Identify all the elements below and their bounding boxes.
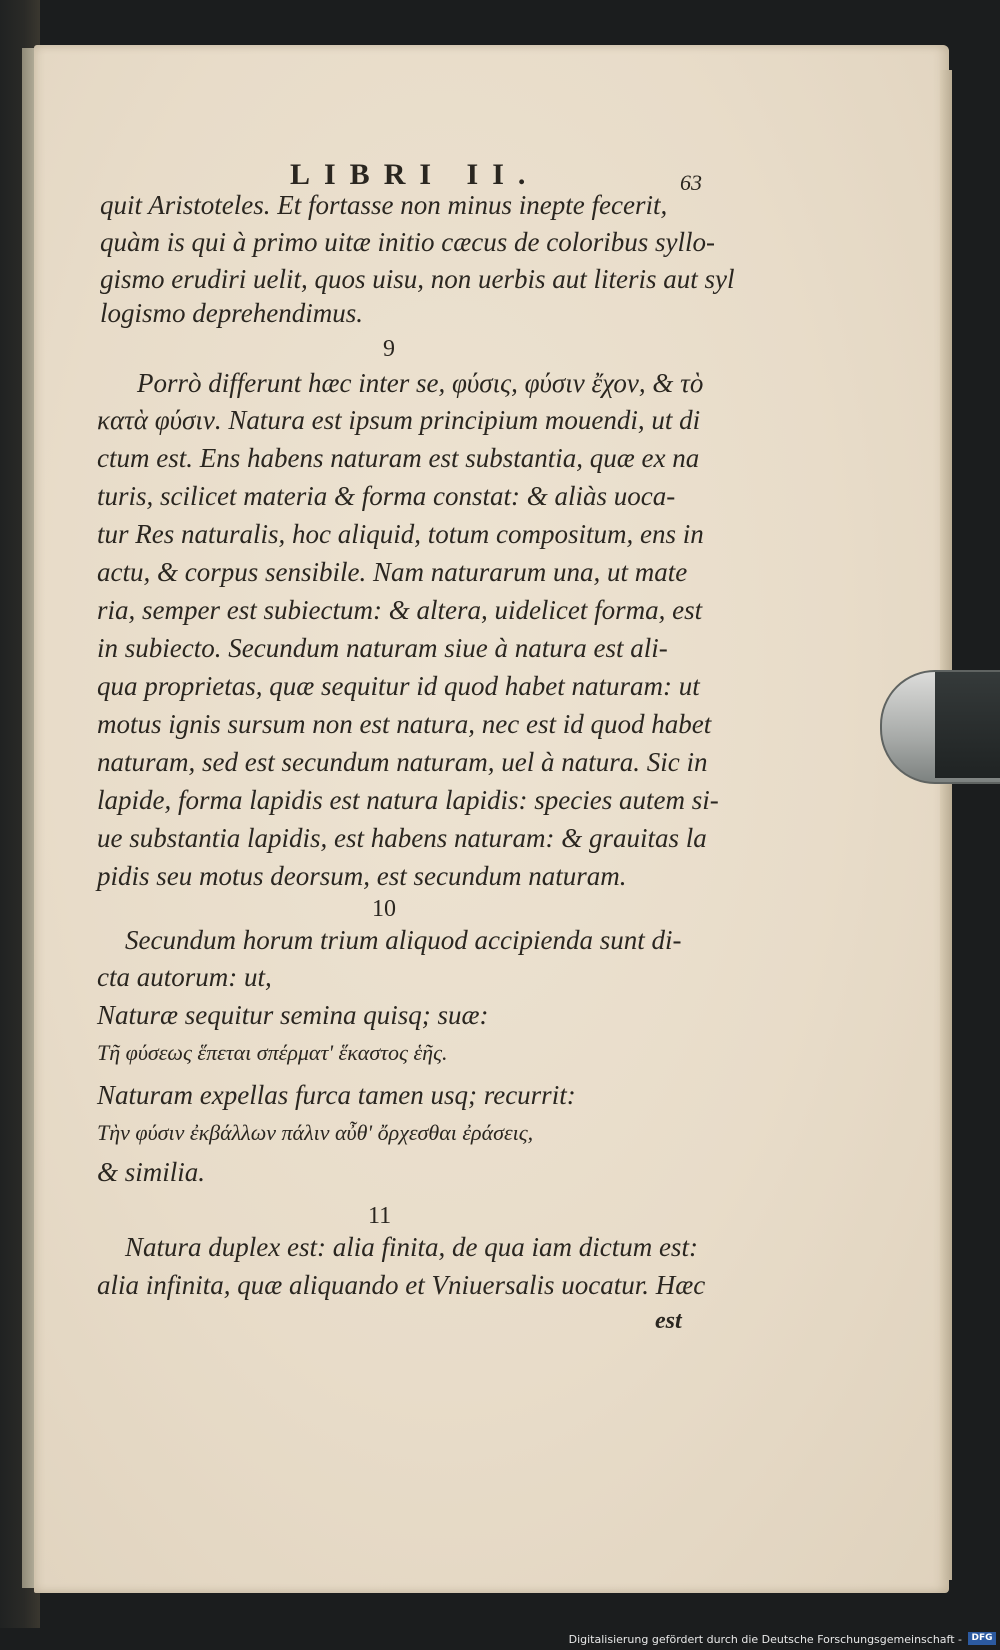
text-line: & similia. — [97, 1157, 206, 1187]
text-line: Porrò differunt hæc inter se, φύσις, φύσιν ἔχον, & τὸ — [137, 368, 704, 398]
text-line: naturam, sed est secundum naturam, uel à natura. Sic in — [97, 747, 708, 777]
running-head: LIBRI II. — [290, 158, 540, 191]
dfg-logo-badge: DFG — [968, 1632, 996, 1645]
text-line: qua proprietas, quæ sequitur id quod habet naturam: ut — [97, 671, 700, 701]
text-line: quit Aristoteles. Et fortasse non minus inepte fecerit, — [100, 190, 668, 220]
verse-line: Naturam expellas furca tamen usq; recurrit: — [97, 1080, 576, 1110]
verse-line: Naturæ sequitur semina quisq; suæ: — [97, 1000, 489, 1030]
text-line: κατὰ φύσιν. Natura est ipsum principium mouendi, ut di — [97, 405, 701, 435]
catchword: est — [655, 1308, 682, 1334]
text-line: ctum est. Ens habens naturam est substantia, quæ ex na — [97, 443, 700, 473]
text-line: ria, semper est subiectum: & altera, uidelicet forma, est — [97, 595, 703, 625]
greek-verse-line: Τὴν φύσιν ἐκβάλλων πάλιν αὖθ' ὄρχεσθαι ἐράσεις, — [97, 1120, 534, 1145]
section-number: 10 — [372, 896, 396, 922]
text-line: actu, & corpus sensibile. Nam naturarum una, ut mate — [97, 557, 688, 587]
text-line: turis, scilicet materia & forma constat: & aliàs uoca- — [97, 481, 676, 511]
text-line: quàm is qui à primo uitæ initio cæcus de coloribus syllo- — [100, 227, 715, 257]
text-line: tur Res naturalis, hoc aliquid, totum compositum, ens in — [97, 519, 704, 549]
text-line: Secundum horum trium aliquod accipienda sunt di- — [125, 925, 682, 955]
section-number: 9 — [383, 336, 395, 362]
text-line: cta autorum: ut, — [97, 962, 272, 992]
text-line: lapide, forma lapidis est natura lapidis: species autem si- — [97, 785, 719, 815]
text-line: motus ignis sursum non est natura, nec est id quod habet — [97, 709, 712, 739]
text-line: pidis seu motus deorsum, est secundum naturam. — [97, 861, 627, 891]
section-number: 11 — [368, 1203, 392, 1229]
greek-verse-line: Τῆ φύσεως ἕπεται σπέρματ' ἕκαστος ἑῆς. — [97, 1040, 448, 1065]
digitization-credit: Digitalisierung gefördert durch die Deutsche Forschungsgemeinschaft - — [568, 1633, 962, 1646]
text-line: alia infinita, quæ aliquando et Vniuersalis uocatur. Hæc — [97, 1270, 706, 1300]
text-line: Natura duplex est: alia finita, de qua iam dictum est: — [125, 1232, 698, 1262]
text-line: logismo deprehendimus. — [100, 298, 363, 328]
folio-number: 63 — [680, 170, 702, 195]
text-line: gismo erudiri uelit, quos uisu, non uerbis aut literis aut syl — [100, 264, 735, 294]
text-line: in subiecto. Secundum naturam siue à natura est ali- — [97, 633, 668, 663]
text-line: ue substantia lapidis, est habens naturam: & grauitas la — [97, 823, 707, 853]
